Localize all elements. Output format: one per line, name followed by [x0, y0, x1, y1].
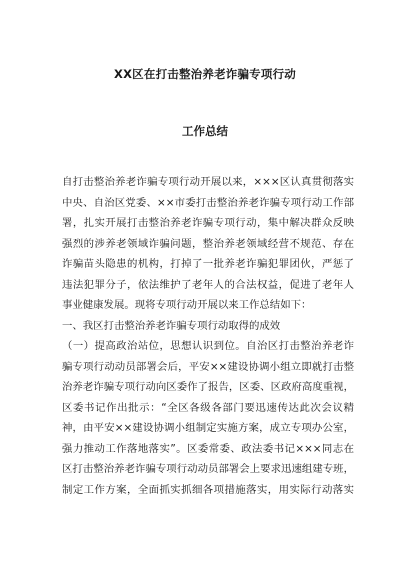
- paragraph-line: （一）提高政治站位，思想认识到位。自治区打击整治养老诈: [62, 340, 354, 352]
- document-body: [62, 172, 354, 500]
- paragraph-line: 违法犯罪分子，依法维护了老年人的合法权益，促进了老年人: [62, 278, 354, 291]
- paragraph-line: 骗专项行动动员部署会后，平安××建设协调小组立即就打击整: [62, 360, 354, 373]
- paragraph-line: 中央、自治区党委、××市委打击整治养老诈骗专项行动工作部: [62, 196, 354, 209]
- paragraph-line: 诈骗苗头隐患的机构，打掉了一批养老诈骗犯罪团伙，严惩了: [62, 258, 354, 270]
- paragraph-line: 区打击整治养老诈骗专项行动动员部署会上要求迅速组建专班，: [62, 463, 354, 475]
- paragraph-line: 区委书记作出批示：“全区各级各部门要迅速传达此次会议精: [62, 401, 354, 414]
- paragraph-line: 神，由平安××建设协调小组制定实施方案，成立专项办公室，: [62, 422, 354, 434]
- paragraph-line: 制定工作方案，全面抓实抓细各项措施落实，用实际行动落实: [62, 483, 354, 496]
- paragraph-line: 强烈的涉养老领域诈骗问题，整治养老领域经营不规范、存在: [62, 237, 354, 250]
- document-title: XX区在打击整治养老诈骗专项行动: [114, 67, 296, 81]
- section-heading: 一、我区打击整治养老诈骗专项行动取得的成效: [62, 319, 281, 332]
- paragraph-line: 事业健康发展。现将专项行动开展以来工作总结如下：: [62, 299, 312, 311]
- paragraph-line: 署，扎实开展打击整治养老诈骗专项行动，集中解决群众反映: [62, 217, 354, 229]
- paragraph-line: 自打击整治养老诈骗专项行动开展以来，×××区认真贯彻落实: [62, 176, 354, 188]
- paragraph-line: 强力推动工作落地落实”。区委常委、政法委书记×××同志在: [62, 442, 354, 455]
- paragraph-line: 治养老诈骗专项行动向区委作了报告，区委、区政府高度重视，: [62, 381, 354, 393]
- document-subtitle: 工作总结: [182, 124, 228, 138]
